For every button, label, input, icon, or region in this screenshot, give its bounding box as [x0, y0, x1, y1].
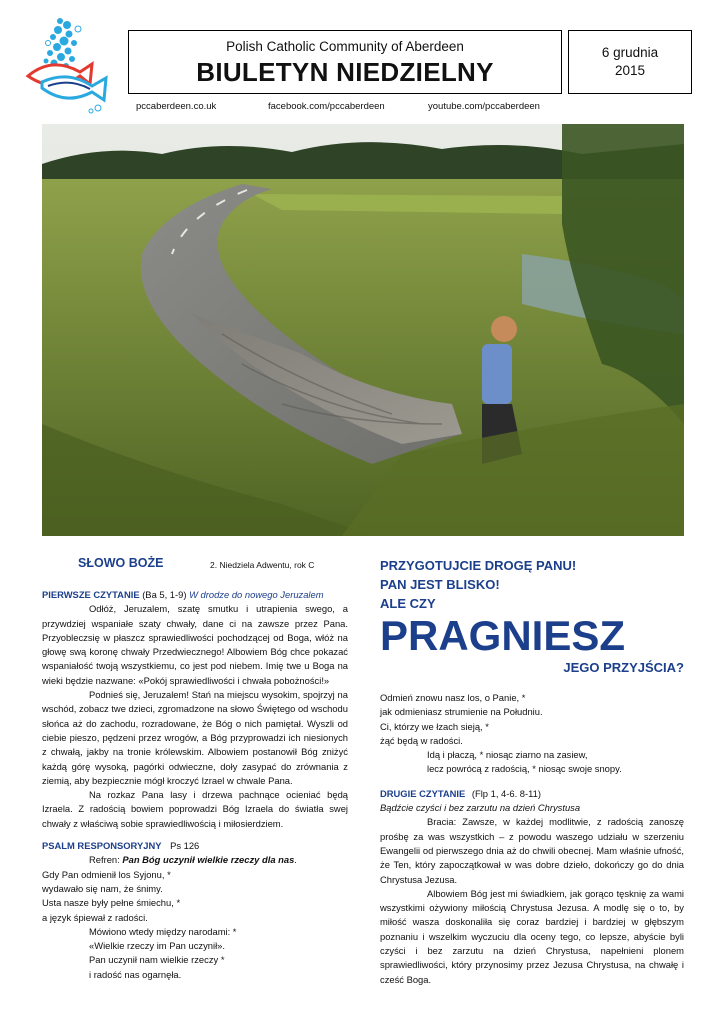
advent-headline-3: ALE CZY	[380, 596, 436, 611]
psalm-ref: Ps 126	[170, 840, 200, 852]
psalm-line-indented: Idą i płaczą, * niosąc ziarno na zasiew,	[427, 749, 588, 761]
psalm-line-indented: lecz powrócą z radością, * niosąc swoje snopy.	[427, 763, 622, 775]
sunday-subtitle: 2. Niedziela Adwentu, rok C	[210, 560, 315, 570]
website-link[interactable]: pccaberdeen.co.uk	[136, 101, 217, 112]
first-reading-paragraph-3: Na rozkaz Pana lasy i drzewa pachnące ocieniać będą Izraela. Z radością bowiem poprowadzi Bóg Izraela do światła swej chwały z właściwą sobie sprawiedliwością i miłosierdziem.	[42, 789, 348, 829]
psalm-line: wydawało się nam, że śnimy.	[42, 882, 163, 894]
word-of-god-heading: SŁOWO BOŻE	[78, 556, 164, 570]
psalm-line-indented: Mówiono wtedy między narodami: *	[89, 925, 237, 937]
psalm-line-indented: Pan uczynił nam wielkie rzeczy *	[89, 954, 225, 966]
psalm-line: a język śpiewał z radości.	[42, 911, 148, 923]
psalm-line: Gdy Pan odmienił los Syjonu, *	[42, 868, 171, 880]
psalm-line-indented: i radość nas ogarnęła.	[89, 968, 182, 980]
first-reading-paragraph-2: Podnieś się, Jeruzalem! Stań na miejscu wysokim, spojrzyj na wschód, zobacz twe dzieci, zgromadzone na słowo Świętego od wschodu słońca aż do zachodu, rozradowane, że Bóg o nich pamiętał. Wyszli od ciebie pieszo, pędzeni przez wrogów, a Bóg przyprowadzi ich niesionych z chwałą, jakby na tronie królewskim. Albowiem postanowił Bóg zniżyć każdą górę wysoką, pagórki odwieczne, doły zasypać do zrównania z ziemią, aby bezpiecznie mógł kroczyć Izrael w chwale Pana.	[42, 689, 348, 786]
refrain-label: Refren:	[89, 854, 120, 866]
date-year: 2015	[614, 63, 646, 78]
first-reading-paragraph-1: Odłóż, Jeruzalem, szatę smutku i utrapienia swego, a przywdziej wspaniałe szaty chwały, dane ci na zawsze przez Pana. Przyobleczsię w płaszcz sprawiedliwości pochodzącej od Boga, włóż na głowę swą koronę chwały Przedwiecznego! Albowiem Bóg chce pokazać wspaniałość twoją wszystkiemu, co jest pod niebem. Imię twe u Boga na wieki będzie nazwane: «Pokój sprawiedliwości i chwała pobożności!»	[42, 603, 348, 686]
advent-big-word: PRAGNIESZ	[380, 612, 626, 659]
fish-logo-icon	[20, 16, 115, 116]
psalm-line: żąć będą w radości.	[380, 734, 463, 746]
advent-headline-2: PAN JEST BLISKO!	[380, 577, 500, 592]
date-day-month: 6 grudnia	[601, 45, 659, 60]
advent-headline-1: PRZYGOTUJCIE DROGĘ PANU!	[380, 558, 577, 573]
facebook-link[interactable]: facebook.com/pccaberdeen	[268, 101, 385, 112]
psalm-line: Ci, którzy we łzach sieją, *	[380, 720, 489, 732]
second-reading-ref: (Flp 1, 4-6. 8-11)	[471, 787, 541, 799]
header-box	[128, 30, 562, 94]
date-box	[568, 30, 692, 94]
youtube-link[interactable]: youtube.com/pccaberdeen	[428, 101, 540, 112]
organization-name: Polish Catholic Community of Aberdeen	[226, 39, 464, 54]
second-reading-title: Bądźcie czyści i bez zarzutu na dzień Chrystusa	[380, 802, 581, 814]
psalm-line: jak odmieniasz strumienie na Południu.	[380, 706, 543, 718]
second-reading-paragraph-1: Bracia: Zawsze, w każdej modlitwie, z radością zanoszę prośbę za was wszystkich – z powodu waszego udziału w szerzeniu Ewangelii od pierwszego dnia aż do chwili obecnej. Mam właśnie ufność, że Ten, który zapoczątkował w was dobre dzieło, dokończy go do dnia Chrystusa Jezusa.	[380, 816, 684, 885]
first-reading-label: PIERWSZE CZYTANIE	[42, 589, 140, 600]
psalm-line: Usta nasze były pełne śmiechu, *	[42, 897, 181, 909]
advent-headline-4: JEGO PRZYJŚCIA?	[563, 660, 684, 675]
psalm-line: Odmień znowu nasz los, o Panie, *	[380, 692, 526, 703]
first-reading-ref: (Ba 5, 1-9)	[142, 589, 187, 600]
second-reading-label: DRUGIE CZYTANIE	[380, 787, 466, 799]
psalm-label: PSALM RESPONSORYJNY	[42, 840, 162, 852]
left-column: SŁOWO BOŻE 2. Niedziela Adwentu, rok C PIERWSZE CZYTANIE (Ba 5, 1-9) W drodze do nowego Jeruzalem Odłóż, Jeruzalem, szatę smutku i utrapienia swego, a przywdziej wspaniałe szaty chwały, dane ci na zawsze przez Pana. Przyobleczsię w płaszcz sprawiedliwości pochodzącej od Boga, włóż na głowę swą koronę chwały Przedwiecznego! Albowiem Bóg chce pokazać wspaniałość twoją wszystkiemu, co jest pod niebem. Imię twe u Boga na wieki będzie nazwane: «Pokój sprawiedliwości i chwała pobożności!» Podnieś się, Jeruzalem! Stań na miejscu wysokim, spojrzyj na wschód, zobacz twe dzieci, zgromadzone na słowo Świętego od wschodu słońca aż do zachodu, rozradowane, że Bóg o nich pamiętał. Wyszli od ciebie pieszo, pędzeni przez wrogów, a Bóg przyprowadzi ich niesionych z chwałą, jakby na tronie królewskim. Albowiem postanowił Bóg zniżyć każdą górę wysoką, pagórki odwieczne, doły zasypać do zrównania z ziemią, aby bezpiecznie mógł kroczyć Izrael w chwale Pana. Na rozkaz Pana lasy i drzewa pachnące ocieniać będą Izraela. Z radością bowiem poprowadzi Bóg Izraela do światła swej chwały z właściwą sobie sprawiedliwością i miłosierdziem. PSALM RESPONSORYJNY Ps 126 Refren: Pan Bóg uczynił wielkie rzeczy dla nas. Gdy Pan odmienił los Syjonu, * wydawało się nam, że śnimy. Usta nasze były pełne śmiechu, * a język śpiewał z radości. Mówiono wtedy między narodami: * «Wielkie rzeczy im Pan uczynił». Pan uczynił nam wielkie rzeczy * i radość nas ogarnęła.	[42, 556, 348, 982]
cover-photo	[42, 124, 684, 536]
right-column	[380, 556, 684, 987]
first-reading-title: W drodze do nowego Jeruzalem	[189, 589, 324, 600]
bulletin-title: BIULETYN NIEDZIELNY	[196, 57, 494, 87]
psalm-line-indented: «Wielkie rzeczy im Pan uczynił».	[89, 940, 225, 952]
second-reading-paragraph-2: Albowiem Bóg jest mi świadkiem, jak gorąco tęsknię za wami wszystkimi ożywiony miłością Chrystusa Jezusa. A modlę się o to, by miłość wasza doskonaliła się coraz bardziej i bardziej w głębszym poznaniu i wszelkim wyczuciu dla oceny tego, co lepsze, abyście byli czyści i bez zarzutu na dzień Chrystusa, napełnieni plonem sprawiedliwości, który przynosimy przez Jezusa Chrystusa, na chwałę i cześć Boga.	[380, 887, 684, 985]
refrain-text: Pan Bóg uczynił wielkie rzeczy dla nas	[122, 854, 295, 866]
